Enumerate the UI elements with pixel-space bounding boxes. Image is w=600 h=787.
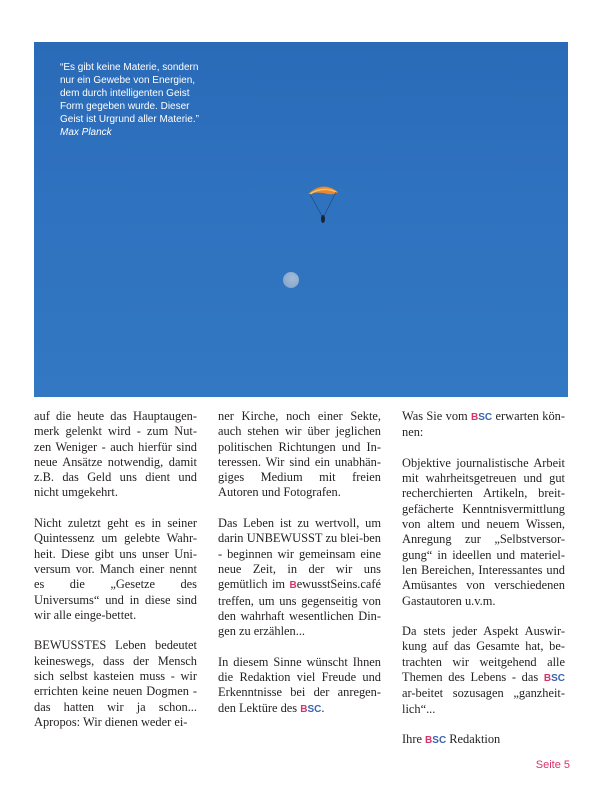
quote-line: nur ein Gewebe von Energien, — [60, 75, 196, 86]
text: . — [321, 700, 325, 715]
bsc-logo: BSC — [543, 673, 565, 685]
text: In diesem Sinne wünscht Ihnen die Redaktion viel Freude und Erkenntnisse bei der anregen-den Lektüre des — [218, 654, 381, 715]
text-column-1 — [34, 409, 197, 746]
paragraph: auf die heute das Hauptaugen-merk gelenkt wird - zum Nut-zen Weniger - auch hierfür sind neue Ansätze notwendig, damit z.B. das Geld uns dient und nicht umgekehrt. — [34, 409, 197, 500]
bsc-logo: BSC — [471, 412, 493, 423]
brand-cafe-name: ewusstSeins.café — [296, 577, 381, 592]
text: Ihre — [402, 732, 426, 747]
text: Das Leben ist zu wertvoll, um darin UNBEWUSST zu blei-ben - beginnen wir gemeinsam eine neue Zeit, in der wir uns gemütlich im — [218, 516, 381, 592]
text: Was Sie vom — [402, 409, 472, 423]
paragraph: BEWUSSTES Leben bedeutet keineswegs, dass der Mensch sich selbst kasteien muss - wir errichten keine neuen Dogmen - das hatten wir ja schon... Apropos: Wir dienen weder ei- — [34, 638, 197, 729]
quote-line: Geist ist Urgrund aller Materie.” — [60, 114, 199, 125]
page-number: Seite 5 — [535, 759, 570, 771]
quote-author: Max Planck — [60, 127, 112, 138]
text: ar-beitet sozusagen „ganzheit-lich“... — [402, 686, 565, 716]
quote-line: Form gegeben wurde. Dieser — [60, 101, 190, 112]
paragraph: Nicht zuletzt geht es in seiner Quintessenz um gelebte Wahr-heit. Diese gibt uns unser Uni-versum vor. Manch einer nennt es die „Gesetze des Universums“ und in diese sind wir alle einge-bettet. — [34, 516, 197, 622]
paraglider-icon — [306, 182, 340, 228]
planck-quote — [60, 61, 220, 139]
paragraph: ner Kirche, noch einer Sekte, auch stehen wir über jeglichen politischen Richtungen und In-teressen. Wir sind ein unabhän-giges Medium mit freien Autoren und Fotografen. — [218, 409, 381, 500]
text: Redaktion — [446, 732, 501, 747]
bsc-logo: BSC — [300, 703, 322, 715]
text-column-2 — [218, 409, 381, 732]
text-column-3 — [402, 409, 565, 764]
paragraph: Objektive journalistische Arbeit mit wahrheitsgetreuen und gut recherchierten Artikeln, breit-gefächerte Kenntnisvermittlung von altem und neuem Wissen, Anregung zur „Selbstversor-gung“ in ideellen und materiel-len Bereichen, Interessantes und Amüsantes von verschiedenen Gastautoren u.v.m. — [402, 455, 565, 608]
text: Da stets jeder Aspekt Auswir-kung auf das Gesamte hat, be-trachten wir weitgehend alle Themen des Lebens - das — [402, 624, 565, 685]
paragraph — [402, 732, 565, 748]
paragraph — [218, 516, 381, 639]
bsc-logo: BSC — [425, 735, 447, 747]
text: erwarten kön-nen: — [402, 409, 565, 440]
quote-line: “Es gibt keine Materie, sondern — [60, 62, 199, 73]
paragraph — [402, 409, 565, 441]
paragraph — [402, 624, 565, 717]
moon-icon — [283, 272, 299, 288]
hero-photo — [34, 42, 568, 397]
text: treffen, um uns gegenseitig von den wahrhaft wesentlichen Din-gen zu erzählen... — [218, 593, 381, 639]
quote-line: dem durch intelligenten Geist — [60, 88, 190, 99]
brand-b: B — [289, 580, 297, 592]
paragraph — [218, 655, 381, 717]
